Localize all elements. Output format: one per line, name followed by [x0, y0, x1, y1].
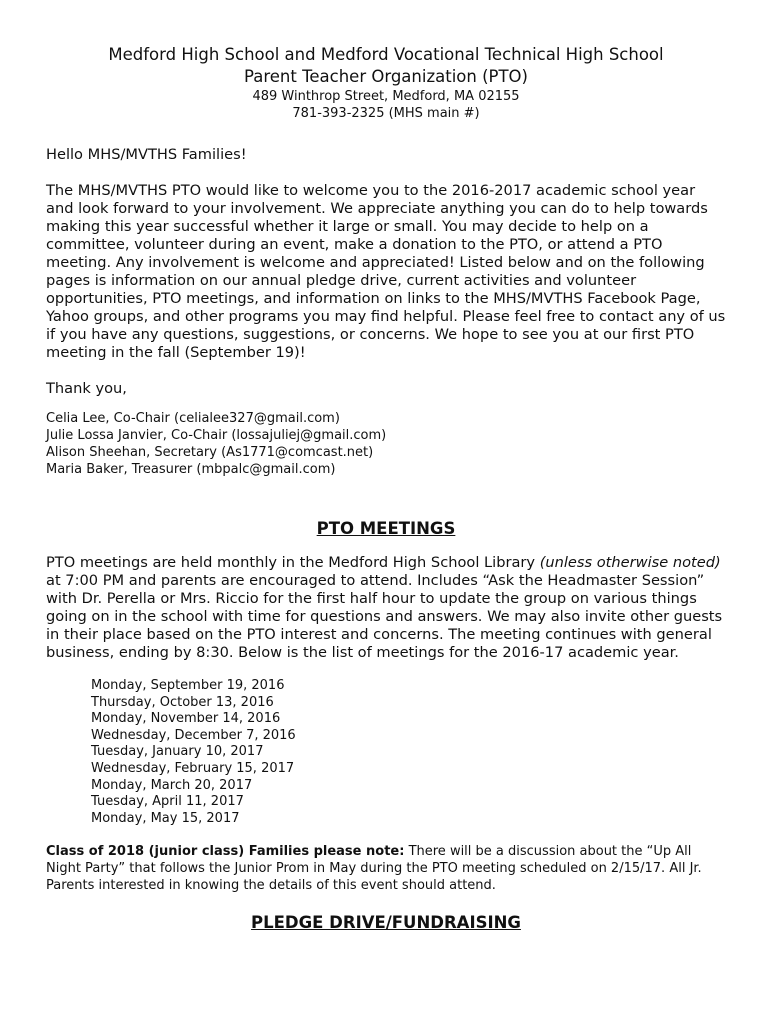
note-label: Class of 2018 (junior class) Families please note:	[46, 844, 405, 860]
officer-treasurer: Maria Baker, Treasurer (mbpalc@gmail.com)	[46, 462, 336, 477]
org-address: 489 Winthrop Street, Medford, MA 02155	[252, 89, 520, 104]
meeting-date: Thursday, October 13, 2016	[91, 694, 274, 710]
org-title-line1: Medford High School and Medford Vocational Technical High School	[108, 45, 664, 64]
meeting-date: Wednesday, December 7, 2016	[91, 727, 296, 743]
meeting-dates-list	[91, 678, 726, 827]
org-title-line2: Parent Teacher Organization (PTO)	[244, 67, 528, 86]
meetings-text-b: at 7:00 PM and parents are encouraged to attend. Includes “Ask the Headmaster Session” with Dr. Perella or Mrs. Riccio for the first half hour to update the group on various things going on in the school with time for questions and answers. We may also invite other guests in their place based on the PTO interest and concerns. The meeting continues with general business, ending by 8:30. Below is the list of meetings for the 2016-17 academic year.	[46, 572, 723, 661]
sign-off: Thank you,	[46, 380, 127, 397]
meeting-date: Monday, March 20, 2017	[91, 777, 253, 793]
officer-co-chair-1: Celia Lee, Co-Chair (celialee327@gmail.com)	[46, 411, 340, 426]
meetings-text-italic: (unless otherwise noted)	[539, 554, 721, 571]
meetings-paragraph	[46, 554, 726, 662]
officer-secretary: Alison Sheehan, Secretary (As1771@comcast.net)	[46, 445, 374, 460]
officer-co-chair-2: Julie Lossa Janvier, Co-Chair (lossajuliej@gmail.com)	[46, 428, 387, 443]
junior-class-note	[46, 843, 726, 894]
org-phone: 781-393-2325 (MHS main #)	[292, 106, 480, 121]
letterhead	[46, 44, 726, 122]
greeting: Hello MHS/MVTHS Families!	[46, 146, 247, 163]
officer-list	[46, 410, 726, 478]
meeting-date: Monday, May 15, 2017	[91, 810, 240, 826]
note-text: There will be a discussion about the “Up All Night Party” that follows the Junior Prom in May during the PTO meeting scheduled on 2/15/17. All Jr. Parents interested in knowing the details of this event should attend.	[46, 844, 702, 894]
meeting-date: Monday, September 19, 2016	[91, 678, 285, 693]
meeting-date: Tuesday, January 10, 2017	[91, 744, 264, 760]
pledge-heading: PLEDGE DRIVE/FUNDRAISING	[251, 913, 521, 933]
meeting-date: Tuesday, April 11, 2017	[91, 794, 244, 810]
meetings-heading: PTO MEETINGS	[316, 519, 456, 538]
meetings-text-a: PTO meetings are held monthly in the Medford High School Library	[46, 554, 540, 571]
meeting-date: Wednesday, February 15, 2017	[91, 760, 295, 776]
intro-paragraph: The MHS/MVTHS PTO would like to welcome you to the 2016-2017 academic school year and look forward to your involvement. We appreciate anything you can do to help towards making this year successful whether it large or small. You may decide to help on a committee, volunteer during an event, make a donation to the PTO, or attend a PTO meeting. Any involvement is welcome and appreciated! Listed below and on the following pages is information on our annual pledge drive, current activities and volunteer opportunities, PTO meetings, and information on links to the MHS/MVTHS Facebook Page, Yahoo groups, and other programs you may find helpful. Please feel free to contact any of us if you have any questions, suggestions, or concerns. We hope to see you at our first PTO meeting in the fall (September 19)!	[46, 182, 726, 361]
meeting-date: Monday, November 14, 2016	[91, 711, 281, 727]
